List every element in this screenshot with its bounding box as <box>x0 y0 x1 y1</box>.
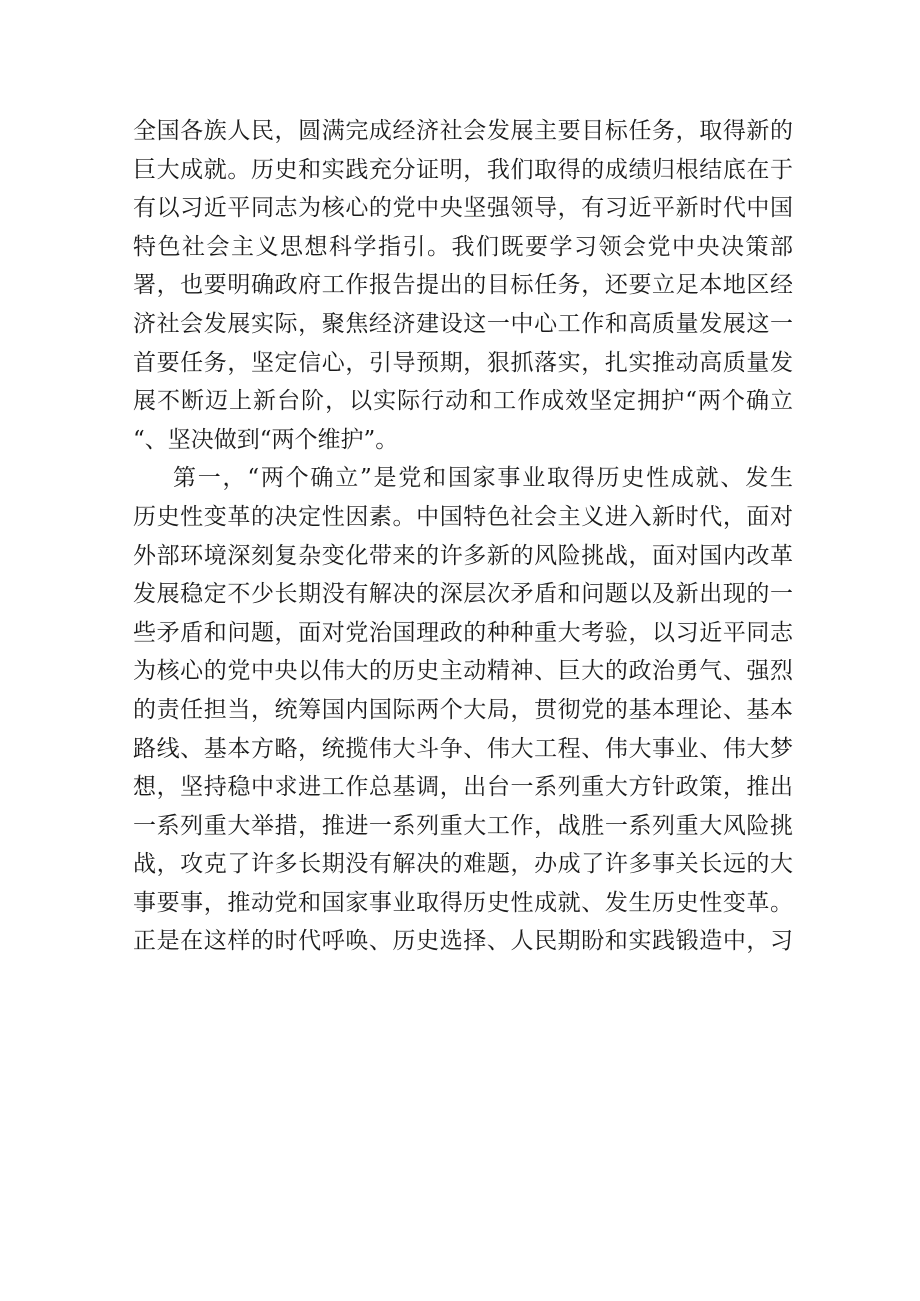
text-line: 巨大成就。历史和实践充分证明，我们取得的成绩归根结底在于 <box>133 156 793 183</box>
text-line: 历史性变革的决定性因素。中国特色社会主义进入新时代，面对 <box>133 503 793 530</box>
text-line: “、坚决做到“两个维护”。 <box>133 426 399 453</box>
text-line: 正是在这样的时代呼唤、历史选择、人民期盼和实践锻造中，习 <box>133 928 793 955</box>
text-line: 路线、基本方略，统揽伟大斗争、伟大工程、伟大事业、伟大梦 <box>133 735 793 762</box>
text-line: 发展稳定不少长期没有解决的深层次矛盾和问题以及新出现的一 <box>133 581 793 608</box>
text-line: 事要事，推动党和国家事业取得历史性成就、发生历史性变革。 <box>133 889 793 916</box>
text-line: 全国各族人民，圆满完成经济社会发展主要目标任务，取得新的 <box>133 118 793 144</box>
text-line: 展不断迈上新台阶，以实际行动和工作成效坚定拥护“两个确立 <box>133 388 793 415</box>
text-line: 想，坚持稳中求进工作总基调，出台一系列重大方针政策，推出 <box>133 774 793 801</box>
text-line: 第一，“两个确立”是党和国家事业取得历史性成就、发生 <box>173 465 793 492</box>
text-line: 首要任务，坚定信心，引导预期，狠抓落实，扎实推动高质量发 <box>133 349 793 376</box>
text-line: 署，也要明确政府工作报告提出的目标任务，还要立足本地区经 <box>133 272 793 299</box>
body-text <box>133 112 793 961</box>
text-line: 特色社会主义思想科学指引。我们既要学习领会党中央决策部 <box>133 233 793 260</box>
text-line: 的责任担当，统筹国内国际两个大局，贯彻党的基本理论、基本 <box>133 696 793 723</box>
text-line: 为核心的党中央以伟大的历史主动精神、巨大的政治勇气、强烈 <box>133 658 793 685</box>
text-line: 一系列重大举措，推进一系列重大工作，战胜一系列重大风险挑 <box>133 812 793 839</box>
text-line: 些矛盾和问题，面对党治国理政的种种重大考验，以习近平同志 <box>133 619 793 646</box>
text-line: 战，攻克了许多长期没有解决的难题，办成了许多事关长远的大 <box>133 851 793 878</box>
text-line: 济社会发展实际，聚焦经济建设这一中心工作和高质量发展这一 <box>133 310 793 337</box>
text-line: 有以习近平同志为核心的党中央坚强领导，有习近平新时代中国 <box>133 195 793 222</box>
text-line: 外部环境深刻复杂变化带来的许多新的风险挑战，面对国内改革 <box>133 542 793 569</box>
